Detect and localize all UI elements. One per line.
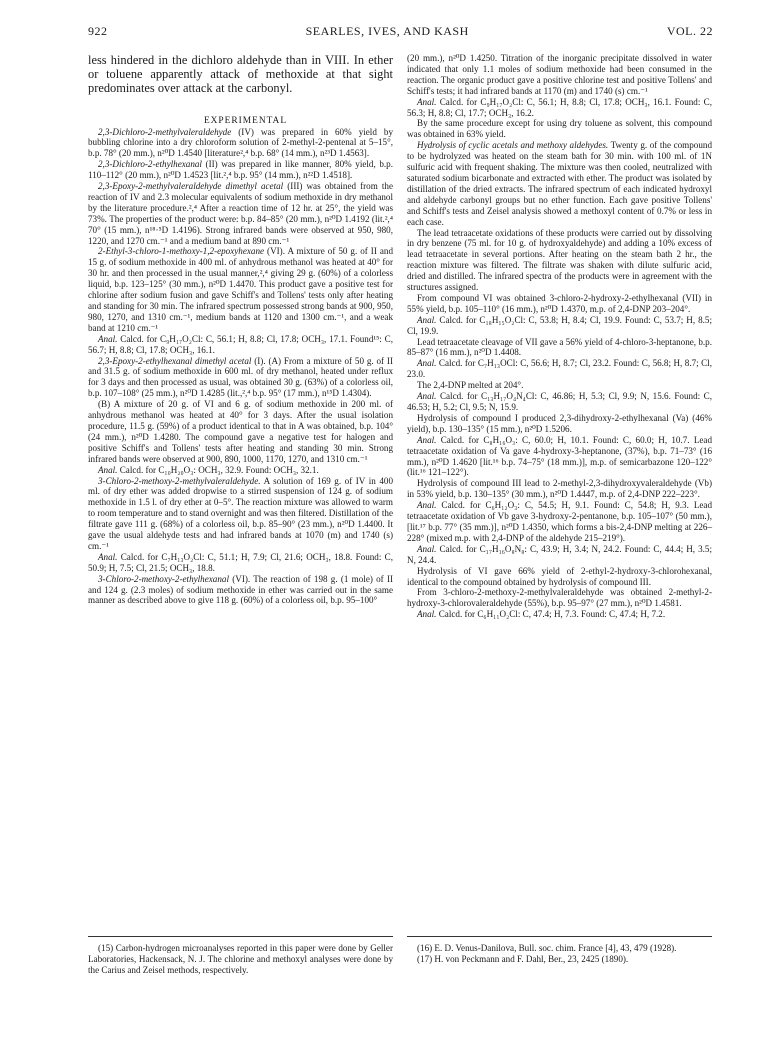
paragraph-text: Calcd. for C₆H₁₂O₃: C, 54.5; H, 9.1. Found: C, 54.8; H, 9.3. Lead tetraacetate oxidation of Vb gave 3-hydroxy-2-pentanone, b.p. 105–107° (50 mm.), [lit.¹⁷ b.p. 77° (35 mm.)], n²⁰D 1.4350, which forms a bis-2,4-DNP melting at 226–228° (mixed m.p. with 2,4-DNP of the aldehyde 215–219°).: [407, 500, 712, 543]
paragraph-title: Anal.: [417, 314, 437, 325]
paragraph-text: (III) was obtained from the reaction of IV and 2.3 molecular equivalents of sodium methoxide in dry methanol by the literature procedure.²,⁴ After a reaction time of 12 hr. at 25°, the yield was 73%. The properties of the product were: b.p. 84–85° (20 mm.), n²⁰D 1.4192 (lit.²,⁴ 70° (15 mm.), n¹⁸·⁵D 1.4196). Strong infrared bands were observed at 950, 980, 1220, and 1270 cm.⁻¹ and a medium band at 890 cm.⁻¹: [88, 181, 393, 246]
paragraph-title: 2,3-Dichloro-2-methylvaleraldehyde: [98, 126, 232, 137]
paragraph-text: Calcd. for C₁₃H₁₇O₄N₄Cl: C, 46.86; H, 5.3; Cl, 9.9; N, 15.6. Found: C, 46.53; H, 5.2; Cl, 9.5; N, 15.9.: [407, 391, 712, 412]
paragraph-title: Anal.: [417, 391, 437, 402]
paragraph-text: Calcd. for C₇H₁₃OCl: C, 56.6; H, 8.7; Cl, 23.2. Found: C, 56.8; H, 8.7; Cl, 23.0.: [407, 358, 712, 380]
right-paragraph: [407, 609, 712, 620]
paragraph-text: Hydrolysis of VI gave 66% yield of 2-ethyl-2-hydroxy-3-chlorohexanal, identical to the compound obtained by hydrolysis of compound III.: [407, 565, 712, 587]
section-heading: EXPERIMENTAL: [203, 115, 288, 126]
paragraph-text: Calcd. for C₆H₁₁O₂Cl: C, 47.4; H, 7.3. Found: C, 47.4; H, 7.2.: [436, 609, 666, 620]
right-paragraph: [407, 544, 712, 566]
paragraph-text: Calcd. for C₁₈H₁₅O₂Cl: C, 53.8; H, 8.4; Cl, 19.9. Found: C, 53.7; H, 8.5; Cl, 19.9.: [407, 314, 712, 336]
footnote-rule: [88, 936, 393, 937]
paragraph-text: By the same procedure except for using dry toluene as solvent, this compound was obtained in 63% yield.: [407, 118, 712, 140]
paragraph-text: Calcd. for C₈H₁₆O₃: C, 60.0; H, 10.1. Found: C, 60.0; H, 10.7. Lead tetraacetate oxidation of Va gave 4-hydroxy-3-heptanone, (37%), b.p. 71–73° (16 mm.), n²⁰D 1.4620 [lit.¹⁶ b.p. 74–75° (18 mm.)], m.p. of semicarbazone 120–122° (lit.¹⁶ 121–122°).: [407, 434, 712, 478]
paragraph-title: 2,3-Epoxy-2-ethylhexanal dimethyl acetal: [98, 355, 252, 366]
left-paragraph: [88, 465, 393, 476]
right-paragraph: [407, 391, 712, 413]
right-paragraph: [407, 566, 712, 588]
page-number: 922: [88, 24, 108, 38]
right-paragraph: [407, 228, 712, 293]
paragraph-title: 2,3-Epoxy-2-methylvaleraldehyde dimethyl acetal: [98, 181, 284, 192]
right-paragraph: [407, 413, 712, 435]
paragraph-title: Anal.: [417, 434, 437, 445]
paragraph-text: (II) was prepared in like manner, 80% yield, b.p. 110–112° (20 mm.), n²⁰D 1.4523 [lit.²,⁴ b.p. 95° (14 mm.), n²²D 1.4518].: [88, 159, 393, 181]
right-paragraph: [407, 315, 712, 337]
left-paragraph: [88, 159, 393, 181]
left-paragraph: [88, 552, 393, 574]
paragraph-title: 2,3-Dichloro-2-ethylhexanal: [98, 159, 202, 170]
paragraph-text: Hydrolysis of compound I produced 2,3-dihydroxy-2-ethylhexanal (Va) (46% yield), b.p. 130–135° (15 mm.), n²⁰D 1.5206.: [407, 412, 712, 434]
right-paragraph: [407, 140, 712, 227]
paragraph-text: A solution of 169 g. of IV in 400 ml. of dry ether was added dropwise to a stirred suspension of 124 g. of sodium methoxide in 1.5 l. of dry ether at 0–5°. The reaction mixture was allowed to warm to room temperature and to stand overnight and was then filtered. Distillation of the filtrate gave 111 g. (68%) of a colorless oil, b.p. 85–90° (23 mm.), n²⁰D 1.4400. It gave the usual aldehyde tests and had infrared bands at 1070 (m) and 1740 (s) cm.⁻¹: [88, 475, 393, 551]
paragraph-text: Calcd. for C₇H₁₃O₂Cl: C, 51.1; H, 7.9; Cl, 21.6; OCH₃, 18.8. Found: C, 50.9; H, 7.5; Cl, 21.5; OCH₃, 18.8.: [88, 551, 393, 573]
footnote-15: (15) Carbon-hydrogen microanalyses reported in this paper were done by Geller Laboratories, Hackensack, N. J. The chlorine and methoxyl analyses were done by the Carius and Zeisel methods, respectively.: [88, 943, 393, 975]
right-paragraph: [407, 293, 712, 315]
left-paragraph: [88, 246, 393, 333]
paragraph-text: Calcd. for C₁₀H₂₀O₃: OCH₃, 32.9. Found: OCH₃, 32.1.: [117, 464, 319, 475]
left-paragraph: [88, 476, 393, 552]
right-paragraph: [407, 587, 712, 609]
paragraph-title: Anal.: [98, 551, 118, 562]
right-paragraph: [407, 53, 712, 97]
paragraph-text: Hydrolysis of compound III lead to 2-methyl-2,3-dihydroxyvaleraldehyde (Vb) in 53% yield, b.p. 130–135° (30 mm.), n²⁰D 1.4447, m.p. of 2,4-DNP 222–223°.: [407, 478, 712, 500]
right-paragraph: [407, 358, 712, 380]
right-paragraph: [407, 478, 712, 500]
right-paragraph: [407, 97, 712, 119]
paragraph-text: The 2,4-DNP melted at 204°.: [417, 380, 524, 391]
paragraph-text: (IV) was prepared in 60% yield by bubbling chlorine into a dry chloroform solution of 2-methyl-2-pentenal at 5–15°, b.p. 78° (20 mm.), n²⁰D 1.4540 [literature²,⁴ b.p. 68° (14 mm.), n²³D 1.4563].: [88, 126, 393, 159]
paragraph-title: Hydrolysis of cyclic acetals and methoxy aldehydes.: [417, 140, 609, 151]
right-column: [407, 53, 712, 620]
footnotes-right: [407, 930, 712, 976]
left-column: [88, 53, 393, 620]
paragraph-text: Calcd. for C₉H₁₇O₂Cl: C, 56.1; H, 8.8; Cl, 17.8; OCH₃, 16.1. Found: C, 56.3; H, 8.8; Cl, 17.7; OCH₃, 16.2.: [407, 96, 712, 118]
footnotes-left: [88, 930, 393, 976]
right-paragraph: [407, 500, 712, 544]
running-header: [88, 24, 713, 39]
right-paragraph: [407, 380, 712, 391]
footnote-rule: [407, 936, 712, 937]
paragraph-title: 2-Ethyl-3-chloro-1-methoxy-1,2-epoxyhexane: [98, 246, 265, 257]
footnote-16: (16) E. D. Venus-Danilova, Bull. soc. chim. France [4], 43, 479 (1928).: [417, 943, 677, 953]
right-paragraph: [407, 337, 712, 359]
paragraph-title: Anal.: [98, 464, 118, 475]
paragraph-text: (VI). A mixture of 50 g. of II and 15 g. of sodium methoxide in 400 ml. of anhydrous methanol was heated at 40° for 30 hr. and then processed in the usual manner,²,⁴ giving 29 g. (60%) of a colorless liquid, b.p. 123–125° (30 mm.), n²⁰D 1.4470. This product gave a positive test for chlorine after sodium fusion and gave Schiff's and Tollens' tests only after heating and standing for 30 min. The infrared spectrum possessed strong bands at 900, 950, 980, 1270, and 1310 cm.⁻¹, medium bands at 1120 and 1300 cm.⁻¹, and a weak band at 1210 cm.⁻¹: [88, 246, 393, 333]
footnote-17: (17) H. von Peckmann and F. Dahl, Ber., 23, 2425 (1890).: [417, 953, 629, 964]
left-paragraph: [88, 356, 393, 400]
author-names: SEARLES, IVES, AND KASH: [305, 24, 469, 38]
paragraph-title: Anal.: [417, 543, 437, 554]
paragraph-title: 3-Chloro-2-methoxy-2-ethylhexanal: [98, 573, 229, 584]
paragraph-text: Twenty g. of the compound to be hydrolyzed was heated on the steam bath for 30 min. with 100 ml. of 1N sulfuric acid with frequent shaking. The mixture was then cooled, neutralized with saturated sodium bicarbonate and extracted with ether. The product was isolated by distillation of the dried extracts. The infrared spectrum of each indicated hydroxyl and aldehyde carbonyl groups but no ether function. Each gave positive Tollens' and Schiff's tests and Zeisel analysis showed a methoxyl content of 0.7% or less in each case.: [407, 140, 712, 227]
left-paragraph: [88, 181, 393, 246]
left-paragraph: [88, 574, 393, 607]
lead-paragraph: less hindered in the dichloro aldehyde than in VIII. In ether or toluene apparently attack of methoxide at that sight predominates over attack at the carbonyl.: [88, 53, 393, 96]
paragraph-text: From 3-chloro-2-methoxy-2-methylvaleraldehyde was obtained 2-methyl-2-hydroxy-3-chlorovaleraldehyde (55%), b.p. 95–97° (27 mm.), n²⁰D 1.4581.: [407, 587, 712, 609]
right-paragraph: [407, 435, 712, 479]
paragraph-text: (B) A mixture of 20 g. of VI and 6 g. of sodium methoxide in 200 ml. of anhydrous methanol was heated at 40° for 3 days. After the usual isolation procedure, 11.5 g. (59%) of a product identical to that in A was obtained, b.p. 104° (24 mm.), n²⁰D 1.4280. The compound gave a negative test for halogen and positive Schiff's and Tollens' tests after heating and standing 30 min. Strong infrared bands were observed at 900, 890, 1000, 1170, 1270, and 1310 cm.⁻¹: [88, 399, 393, 464]
paragraph-text: (VI). The reaction of 198 g. (1 mole) of II and 124 g. (2.3 moles) of sodium methoxide in ether was carried out in the same manner as described above to give 118 g. (60%) of a colorless oil, b.p. 95–100°: [88, 573, 393, 606]
paragraph-title: Anal.: [417, 358, 437, 369]
footnotes: [88, 930, 712, 976]
paragraph-text: Calcd. for C₁₇H₁₆O₈N₈: C, 43.9; H, 3.4; N, 24.2. Found: C, 44.4; H, 3.5; N, 24.4.: [407, 543, 712, 565]
paragraph-text: From compound VI was obtained 3-chloro-2-hydroxy-2-ethylhexanal (VII) in 55% yield, b.p. 105–110° (16 mm.), n²⁰D 1.4370, m.p. of 2,4-DNP 203–204°.: [407, 292, 712, 314]
paragraph-title: Anal.: [98, 333, 118, 344]
paragraph-title: Anal.: [417, 609, 437, 620]
paragraph-title: 3-Chloro-2-methoxy-2-methylvaleraldehyde.: [98, 475, 261, 486]
paragraph-title: Anal.: [417, 96, 437, 107]
paragraph-text: The lead tetraacetate oxidations of these products were carried out by dissolving in dry benzene (75 ml. for 10 g. of hydroxyaldehyde) and adding a 10% excess of lead tetraacetate in several portions. After heating on the steam bath 2 hr., the reaction mixture was filtered. The filtrate was shaken with dilute sulfuric acid, dried and distilled. The infrared spectra of the products were in agreement with the structures assigned.: [407, 227, 712, 293]
paragraph-text: Calcd. for C₉H₁₇O₂Cl: C, 56.1; H, 8.8; Cl, 17.8; OCH₃, 17.1. Found¹⁵: C, 56.7; H, 8.8; Cl, 17.8; OCH₃, 16.1.: [88, 333, 393, 355]
paragraph-text: Lead tetraacetate cleavage of VII gave a 56% yield of 4-chloro-3-heptanone, b.p. 85–87° (16 mm.), n²⁰D 1.4408.: [407, 336, 712, 358]
left-paragraph: [88, 127, 393, 160]
paragraph-text: (I). (A) From a mixture of 50 g. of II and 31.5 g. of sodium methoxide in 600 ml. of dry methanol, heated under reflux for 3 days and then processed as usual, was obtained 30 g. (63%) of a colorless oil, b.p. 107–108° (25 mm.), n²⁰D 1.4285 (lit.,²,⁴ b.p. 95° (17 mm.), n¹⁵D 1.4304).: [88, 355, 393, 399]
left-paragraph: [88, 399, 393, 464]
two-column-body: [88, 53, 713, 620]
volume-number: VOL. 22: [666, 24, 713, 38]
paragraph-text: (20 mm.), n²⁰D 1.4250. Titration of the inorganic precipitate dissolved in water indicated that only 1.1 moles of sodium methoxide had been consumed in the reaction. The organic product gave a positive chlorine test and positive Tollens' and Schiff's tests; it had infrared bands at 1170 (m) and 1740 (s) cm.⁻¹: [407, 53, 712, 96]
left-paragraph: [88, 334, 393, 356]
paragraph-title: Anal.: [417, 500, 437, 511]
right-paragraph: [407, 118, 712, 140]
